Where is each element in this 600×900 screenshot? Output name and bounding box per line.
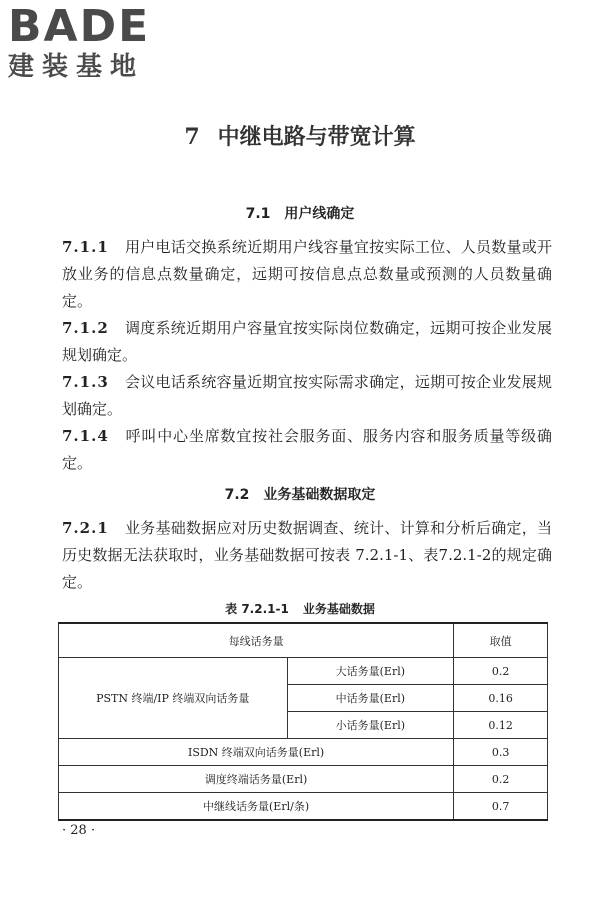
value-cell: 0.2 bbox=[454, 766, 548, 793]
clause-number: 7.1.4 bbox=[62, 427, 109, 445]
section-heading-7-2 bbox=[0, 484, 600, 504]
sub-label-cell: 小话务量(Erl) bbox=[287, 712, 454, 739]
traffic-data-table bbox=[58, 622, 548, 821]
value-cell: 0.3 bbox=[454, 739, 548, 766]
sub-label-cell: 大话务量(Erl) bbox=[287, 658, 454, 685]
clause-text: 业务基础数据应对历史数据调查、统计、计算和分析后确定，当历史数据无法获取时，业务基础数据可按表 7.2.1-1、表7.2.1-2的规定确定。 bbox=[62, 519, 552, 591]
table-header-row bbox=[59, 623, 548, 658]
label-cell: 中继线话务量(Erl/条) bbox=[59, 793, 454, 821]
section-number: 7.1 bbox=[245, 206, 271, 222]
clause-7-1-4 bbox=[62, 423, 552, 477]
clause-text: 会议电话系统容量近期宜按实际需求确定，远期可按企业发展规划确定。 bbox=[62, 373, 552, 418]
table-row bbox=[59, 766, 548, 793]
logo-subtitle: 建装基地 bbox=[8, 52, 145, 82]
clause-number: 7.1.2 bbox=[62, 319, 109, 337]
bade-logo bbox=[8, 1, 188, 84]
section-heading-7-1 bbox=[0, 203, 600, 223]
clause-7-1-1 bbox=[62, 234, 552, 315]
chapter-title bbox=[0, 120, 600, 151]
logo-wordmark: BADE bbox=[8, 1, 151, 52]
value-cell: 0.12 bbox=[454, 712, 548, 739]
chapter-title-text: 中继电路与带宽计算 bbox=[217, 124, 416, 150]
page-number: · 28 · bbox=[62, 823, 96, 838]
clause-7-2-1 bbox=[62, 515, 552, 596]
clause-number: 7.1.3 bbox=[62, 373, 109, 391]
table-row bbox=[59, 658, 548, 685]
chapter-number: 7 bbox=[184, 124, 200, 150]
clause-number: 7.1.1 bbox=[62, 238, 109, 256]
section-title: 用户线确定 bbox=[284, 206, 355, 222]
table-caption-title: 业务基础数据 bbox=[302, 602, 375, 616]
table-caption-number: 表 7.2.1-1 bbox=[225, 602, 289, 616]
label-cell: ISDN 终端双向话务量(Erl) bbox=[59, 739, 454, 766]
clause-text: 用户电话交换系统近期用户线容量宜按实际工位、人员数量或开放业务的信息点数量确定，远期可按信息点总数量或预测的人员数量确定。 bbox=[62, 238, 552, 310]
header-item: 每线话务量 bbox=[59, 623, 454, 658]
clause-7-1-3 bbox=[62, 369, 552, 423]
table-caption bbox=[0, 600, 600, 617]
group-label-cell: PSTN 终端/IP 终端双向话务量 bbox=[59, 658, 288, 739]
value-cell: 0.7 bbox=[454, 793, 548, 821]
sub-label-cell: 中话务量(Erl) bbox=[287, 685, 454, 712]
label-cell: 调度终端话务量(Erl) bbox=[59, 766, 454, 793]
clause-text: 呼叫中心坐席数宜按社会服务面、服务内容和服务质量等级确定。 bbox=[62, 427, 552, 472]
table-row bbox=[59, 793, 548, 821]
header-value: 取值 bbox=[454, 623, 548, 658]
value-cell: 0.16 bbox=[454, 685, 548, 712]
clause-number: 7.2.1 bbox=[62, 519, 109, 537]
clause-7-1-2 bbox=[62, 315, 552, 369]
clause-text: 调度系统近期用户容量宜按实际岗位数确定，远期可按企业发展规划确定。 bbox=[62, 319, 552, 364]
section-title: 业务基础数据取定 bbox=[263, 487, 376, 503]
table-row bbox=[59, 739, 548, 766]
section-number: 7.2 bbox=[224, 487, 250, 503]
value-cell: 0.2 bbox=[454, 658, 548, 685]
